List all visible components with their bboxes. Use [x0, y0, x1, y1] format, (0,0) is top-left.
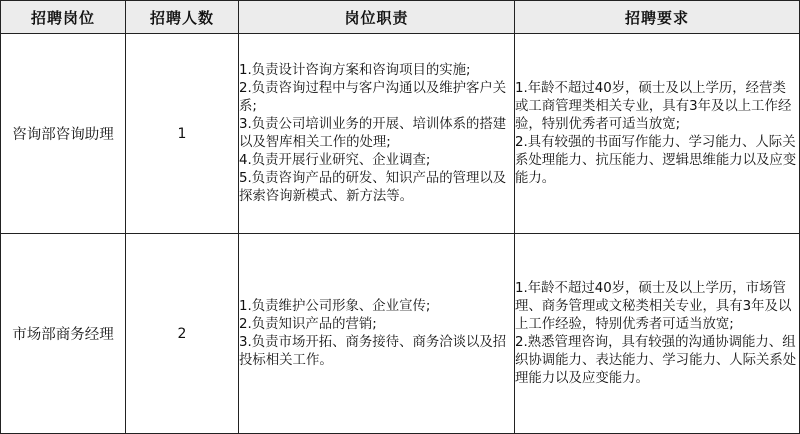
duty-item: 5.负责咨询产品的研发、知识产品的管理以及探索咨询新模式、新方法等。 [239, 170, 507, 204]
requirements-cell [515, 34, 800, 234]
duty-item: 2.负责咨询过程中与客户沟通以及维护客户关系; [239, 80, 507, 114]
duty-item: 3.负责公司培训业务的开展、培训体系的搭建以及智库相关工作的处理; [239, 116, 507, 150]
duties-cell [239, 34, 515, 234]
requirement-item: 2.具有较强的书面写作能力、学习能力、人际关系处理能力、抗压能力、逻辑思维能力以及应变能力。 [515, 134, 797, 186]
header-requirements: 招聘要求 [515, 1, 800, 34]
header-row [1, 1, 800, 34]
table-row [1, 34, 800, 234]
requirements-cell [515, 234, 800, 434]
position-cell: 市场部商务经理 [1, 234, 126, 434]
requirement-item: 1.年龄不超过40岁，硕士及以上学历，市场管理、商务管理或文秘类相关专业，具有3年及以上工作经验，特别优秀者可适当放宽; [515, 280, 792, 332]
header-duties: 岗位职责 [239, 1, 515, 34]
count-cell: 2 [126, 234, 239, 434]
requirement-item: 2.熟悉管理咨询，具有较强的沟通协调能力、组织协调能力、表达能力、学习能力、人际关系处理能力以及应变能力。 [515, 334, 797, 386]
duty-item: 2.负责知识产品的营销; [239, 316, 377, 332]
header-position: 招聘岗位 [1, 1, 126, 34]
header-count: 招聘人数 [126, 1, 239, 34]
duty-item: 3.负责市场开拓、商务接待、商务洽谈以及招投标相关工作。 [239, 334, 507, 368]
duty-item: 4.负责开展行业研究、企业调查; [239, 152, 431, 168]
position-cell: 咨询部咨询助理 [1, 34, 126, 234]
duty-item: 1.负责维护公司形象、企业宣传; [239, 298, 431, 314]
count-cell: 1 [126, 34, 239, 234]
requirement-item: 1.年龄不超过40岁，硕士及以上学历，经营类或工商管理类相关专业，具有3年及以上工作经验，特别优秀者可适当放宽; [515, 80, 792, 132]
table-row [1, 234, 800, 434]
duty-item: 1.负责设计咨询方案和咨询项目的实施; [239, 62, 471, 78]
duties-cell [239, 234, 515, 434]
